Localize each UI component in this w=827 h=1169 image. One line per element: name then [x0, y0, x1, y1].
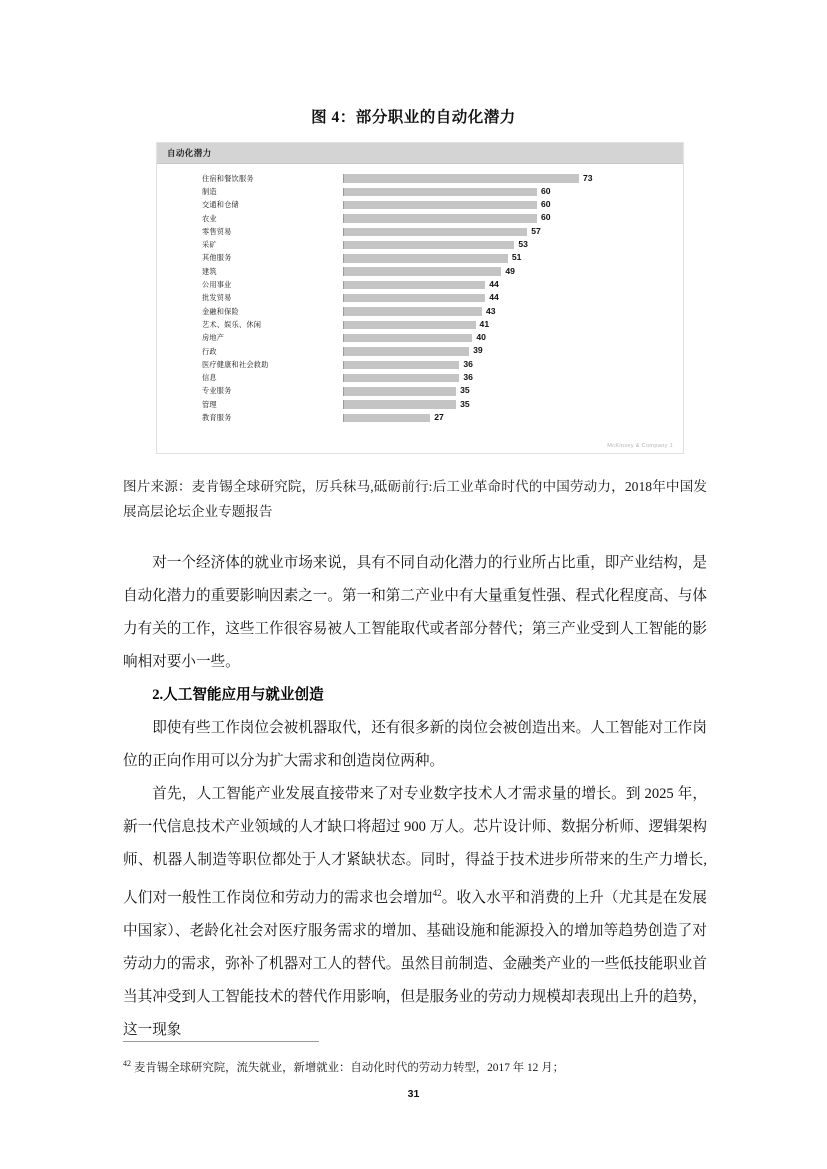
- chart-bar: [343, 228, 527, 236]
- chart-bar: [343, 347, 469, 355]
- chart-bar-label: 房地产: [202, 334, 225, 343]
- chart-bar-row: [157, 252, 683, 265]
- chart-bar: [343, 387, 456, 395]
- chart-header-title: 自动化潜力: [167, 148, 212, 158]
- chart-bar-track: [343, 278, 675, 291]
- chart-bar-label: 专业服务: [202, 387, 232, 396]
- chart-bar-track: [343, 185, 675, 198]
- body-paragraph-1-block: [123, 547, 707, 679]
- footnote-separator: [123, 1041, 319, 1042]
- chart-bar-row: [157, 305, 683, 318]
- chart-bar-value: 53: [518, 239, 528, 250]
- chart-bar: [343, 281, 485, 289]
- footnote-reference-42[interactable]: 42: [432, 888, 442, 898]
- chart-bar-row: [157, 172, 683, 185]
- chart-bar-label: 公用事业: [202, 281, 232, 290]
- footnote-mark: 42: [123, 1059, 131, 1068]
- chart-bar-label: 建筑: [202, 267, 217, 276]
- section-heading-2: 2.人工智能应用与就业创造: [152, 687, 324, 703]
- chart-bar-value: 57: [531, 225, 541, 236]
- chart-bar-value: 49: [505, 265, 515, 276]
- chart-bar-label: 交通和仓储: [202, 201, 239, 210]
- chart-bar-value: 73: [583, 172, 593, 183]
- chart-bar-track: [343, 358, 675, 371]
- chart-header: [157, 143, 683, 164]
- footnote-entry: [123, 1054, 707, 1078]
- chart-bar: [343, 334, 472, 342]
- chart-bar: [343, 294, 485, 302]
- chart-bar: [343, 174, 579, 182]
- chart-bar-track: [343, 371, 675, 384]
- chart-bar: [343, 361, 459, 369]
- chart-bar-label: 艺术、娱乐、休闲: [202, 320, 262, 329]
- chart-bar-label: 零售贸易: [202, 227, 232, 236]
- chart-bar-value: 40: [476, 332, 486, 343]
- section-heading-block: [123, 679, 707, 712]
- chart-bar-label: 制造: [202, 187, 217, 196]
- chart-bar: [343, 254, 508, 262]
- body-paragraph-3: [123, 778, 707, 1047]
- chart-bar: [343, 267, 501, 275]
- chart-bar-row: [157, 212, 683, 225]
- chart-bar-value: 36: [463, 372, 473, 383]
- figure-source-caption: 图片来源：麦肯锡全球研究院，厉兵秣马,砥砺前行:后工业革命时代的中国劳动力，2018年中国发展高层论坛企业专题报告: [123, 479, 707, 519]
- chart-bar-label: 管理: [202, 400, 217, 409]
- chart-bar: [343, 214, 537, 222]
- chart-bar-value: 35: [460, 385, 470, 396]
- chart-bar: [343, 201, 537, 209]
- chart-bar-value: 60: [540, 185, 551, 196]
- page-number: 31: [407, 1088, 420, 1100]
- chart-bar-value: 41: [479, 318, 490, 329]
- chart-bar-track: [343, 212, 675, 225]
- chart-bar-track: [343, 252, 675, 265]
- chart-bar: [343, 374, 459, 382]
- chart-bar-label: 批发贸易: [202, 294, 232, 303]
- chart-bar-label: 农业: [202, 214, 217, 223]
- chart-bar-track: [343, 318, 675, 331]
- chart-bar-row: [157, 318, 683, 331]
- chart-bar-track: [343, 411, 675, 424]
- chart-bar-label: 行政: [202, 347, 217, 356]
- chart-bar-label: 其他服务: [202, 254, 232, 263]
- chart-bar-row: [157, 185, 683, 198]
- chart-bar-row: [157, 411, 683, 424]
- chart-bar-track: [343, 398, 675, 411]
- chart-bar-row: [157, 278, 683, 291]
- chart-bar-track: [343, 385, 675, 398]
- chart-bar-track: [343, 332, 675, 345]
- chart-bar-track: [343, 225, 675, 238]
- chart-bar-track: [343, 265, 675, 278]
- figure-title: 图 4：部分职业的自动化潜力: [311, 109, 516, 126]
- chart-bar-value: 43: [486, 305, 496, 316]
- body-paragraph-3-block: [123, 778, 707, 1047]
- chart-bar-value: 35: [460, 398, 470, 409]
- chart-bar-row: [157, 345, 683, 358]
- chart-plot-area: [157, 164, 683, 432]
- chart-bar: [343, 321, 476, 329]
- chart-bar-row: [157, 292, 683, 305]
- chart-bar-row: [157, 385, 683, 398]
- chart-bar-label: 采矿: [202, 241, 217, 250]
- chart-bar-track: [343, 292, 675, 305]
- chart-bar-label: 教育服务: [202, 413, 232, 422]
- chart-bar: [343, 400, 456, 408]
- chart-bar-row: [157, 238, 683, 251]
- chart-bar-value: 60: [540, 199, 551, 210]
- chart-bar-row: [157, 199, 683, 212]
- chart-bar-value: 60: [540, 212, 551, 223]
- chart-bar-row: [157, 332, 683, 345]
- body-paragraph-3-part2: 。收入水平和消费的上升（尤其是在发展中国家）、老龄化社会对医疗服务需求的增加、基础设施和能源投入的增加等趋势创造了对劳动力的需求，弥补了机器对工人的替代。虽然目前制造、金融类产业的一些低技能职业首当其冲受到人工智能技术的替代作用影响，但是服务业的劳动力规模却表现出上升的趋势，这一现象: [123, 889, 707, 1038]
- chart-panel: [156, 142, 684, 454]
- chart-bar: [343, 307, 482, 315]
- body-paragraph-1: 对一个经济体的就业市场来说，具有不同自动化潜力的行业所占比重，即产业结构，是自动化潜力的重要影响因素之一。第一和第二产业中有大量重复性强、程式化程度高、与体力有关的工作，这些工作很容易被人工智能取代或者部分替代；第三产业受到人工智能的影响相对要小一些。: [123, 555, 707, 670]
- chart-bar-row: [157, 371, 683, 384]
- chart-bar-value: 36: [463, 358, 473, 369]
- chart-bar-label: 信息: [202, 374, 217, 383]
- body-paragraph-3-part1: 首先，人工智能产业发展直接带来了对专业数字技术人才需求量的增长。到 2025 年，新一代信息技术产业领域的人才缺口将超过 900 万人。芯片设计师、数据分析师、逻辑架构师、机器人制造等职位都处于人才紧缺状态。同时，得益于技术进步所带来的生产力增长,人们对一般性工作岗位和劳动力的需求也会增加: [123, 786, 707, 906]
- chart-bar-label: 住宿和餐饮服务: [202, 174, 254, 183]
- chart-bar-track: [343, 238, 675, 251]
- chart-bar-value: 27: [434, 411, 444, 422]
- chart-bar-track: [343, 199, 675, 212]
- chart-bar: [343, 241, 514, 249]
- body-paragraph-2: 即使有些工作岗位会被机器取代，还有很多新的岗位会被创造出来。人工智能对工作岗位的正向作用可以分为扩大需求和创造岗位两种。: [123, 720, 707, 769]
- chart-bar-row: [157, 225, 683, 238]
- chart-bar: [343, 188, 537, 196]
- chart-bar: [343, 414, 430, 422]
- body-paragraph-2-block: [123, 712, 707, 778]
- chart-bar-value: 51: [511, 252, 522, 263]
- chart-bar-label: 金融和保险: [202, 307, 239, 316]
- chart-bar-label: 医疗健康和社会救助: [202, 360, 269, 369]
- chart-bar-row: [157, 398, 683, 411]
- chart-bar-row: [157, 358, 683, 371]
- footnote-text: 麦肯锡全球研究院，流失就业，新增就业：自动化时代的劳动力转型，2017 年 12 月；: [134, 1061, 564, 1074]
- chart-bar-value: 44: [489, 278, 499, 289]
- chart-bar-track: [343, 172, 675, 185]
- chart-bar-track: [343, 305, 675, 318]
- chart-bar-track: [343, 345, 675, 358]
- chart-bar-value: 44: [489, 292, 499, 303]
- chart-source-credit: McKinsey & Company 1: [607, 443, 673, 449]
- chart-bar-row: [157, 265, 683, 278]
- chart-bar-value: 39: [473, 345, 483, 356]
